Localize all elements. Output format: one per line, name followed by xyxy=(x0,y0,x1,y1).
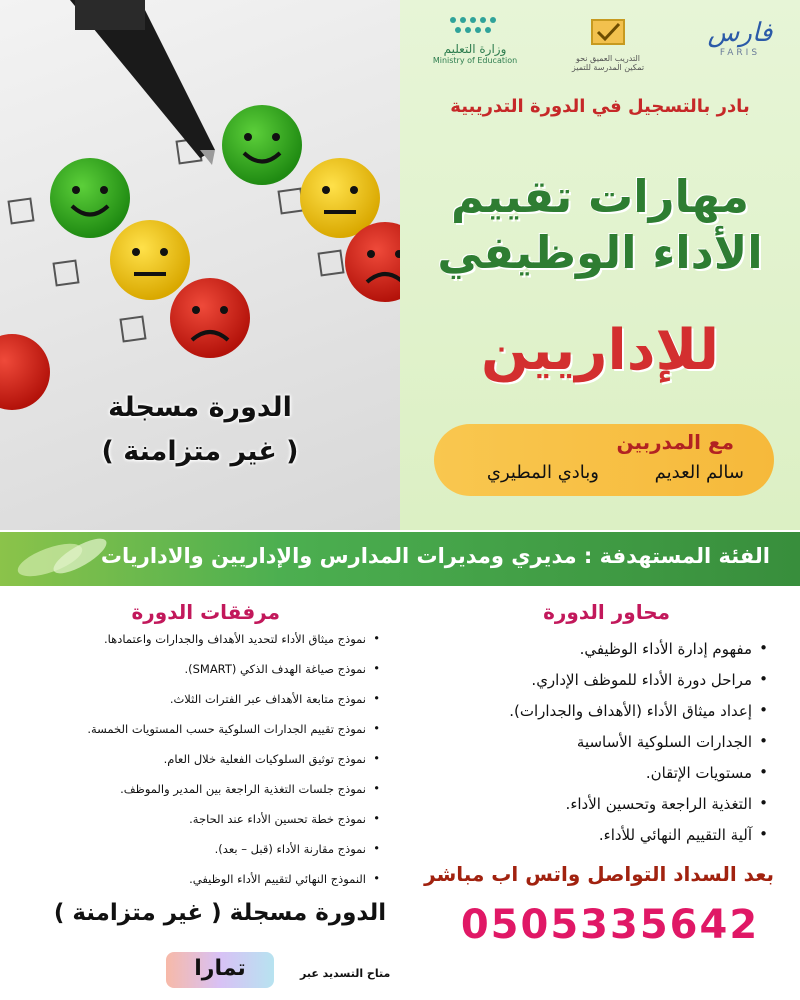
list-item: • نموذج جلسات التغذية الراجعة بين المدير والموظف. xyxy=(12,782,382,812)
list-item: • نموذج مقارنة الأداء (قبل – بعد). xyxy=(12,842,382,872)
happy-face-icon xyxy=(222,105,302,185)
axes-heading: محاور الدورة xyxy=(543,600,670,624)
ministry-name-en: Ministry of Education xyxy=(432,56,518,65)
ministry-name-ar: وزارة التعليم xyxy=(443,42,507,56)
list-item: • آلية التقييم النهائي للأداء. xyxy=(420,826,770,857)
list-item: • مستويات الإتقان. xyxy=(420,764,770,795)
list-item: • نموذج خطة تحسين الأداء عند الحاجة. xyxy=(12,812,382,842)
list-item: • مفهوم إدارة الأداء الوظيفي. xyxy=(420,640,770,671)
list-item: • نموذج تقييم الجدارات السلوكية حسب المستويات الخمسة. xyxy=(12,722,382,752)
trainer-name: سالم العديم xyxy=(654,462,744,483)
list-item: • نموذج ميثاق الأداء لتحديد الأهداف والجدارات واعتمادها. xyxy=(12,632,382,662)
faris-logo-ar: فارس xyxy=(707,18,773,48)
payment-contact: بعد السداد التواصل واتس اب مباشر xyxy=(424,862,774,886)
checkbox-icon xyxy=(319,251,344,276)
sad-face-icon xyxy=(170,278,250,358)
available-via-label: متاح التسديد عبر xyxy=(300,967,391,980)
list-item: • نموذج صياغة الهدف الذكي (SMART). xyxy=(12,662,382,692)
list-item: • الجدارات السلوكية الأساسية xyxy=(420,733,770,764)
training-logo xyxy=(568,16,648,72)
axes-list xyxy=(420,640,770,857)
list-item: • النموذج النهائي لتقييم الأداء الوظيفي. xyxy=(12,872,382,902)
checkbox-icon xyxy=(121,317,146,342)
trainers-pill xyxy=(434,424,774,496)
book-check-icon xyxy=(588,16,628,50)
list-item: • إعداد ميثاق الأداء (الأهداف والجدارات). xyxy=(420,702,770,733)
tamara-badge[interactable] xyxy=(166,952,274,988)
faris-logo xyxy=(700,18,780,58)
faris-logo-en: FARIS xyxy=(719,48,761,58)
happy-face-icon xyxy=(50,158,130,238)
course-title-panel xyxy=(400,0,800,530)
list-item: • التغذية الراجعة وتحسين الأداء. xyxy=(420,795,770,826)
register-call: بادر بالتسجيل في الدورة التدريبية xyxy=(450,96,750,117)
list-item: • نموذج متابعة الأهداف عبر الفترات الثلاث. xyxy=(12,692,382,722)
checkbox-icon xyxy=(9,199,34,224)
pen-icon xyxy=(70,0,215,165)
list-item: • نموذج توثيق السلوكيات الفعلية خلال العام. xyxy=(12,752,382,782)
attachments-heading: مرفقات الدورة xyxy=(131,600,280,624)
ministry-logo-icon xyxy=(445,12,505,38)
attachments-list xyxy=(12,632,382,902)
target-audience-text: الفئة المستهدفة : مديري ومديرات المدارس والإداريين والاداريات xyxy=(100,544,770,568)
course-title-line1: مهارات تقييم xyxy=(451,170,749,223)
ministry-logo xyxy=(420,12,530,65)
recorded-caption-line1: الدورة مسجلة xyxy=(108,392,292,423)
trainers-label: مع المدربين xyxy=(616,430,734,454)
checkbox-icon xyxy=(279,189,304,214)
tamara-logo-text: تمارا xyxy=(194,956,246,981)
hero-photo xyxy=(0,0,400,530)
trainer-name: وبادي المطيري xyxy=(486,462,599,483)
training-line2: تمكين المدرسة للتميز xyxy=(571,63,645,72)
recorded-caption-line2: ( غير متزامنة ) xyxy=(101,436,299,467)
recorded-note: الدورة مسجلة ( غير متزامنة ) xyxy=(53,900,387,926)
checkbox-icon xyxy=(54,261,79,286)
phone-number[interactable]: 0505335642 xyxy=(460,902,760,948)
course-title-line2: الأداء الوظيفي xyxy=(437,226,763,279)
target-audience-band xyxy=(0,532,800,586)
list-item: • مراحل دورة الأداء للموظف الإداري. xyxy=(420,671,770,702)
neutral-face-icon xyxy=(110,220,190,300)
training-line1: التدريب العميق نحو xyxy=(575,54,641,63)
course-title-line3: للإداريين xyxy=(481,318,719,383)
